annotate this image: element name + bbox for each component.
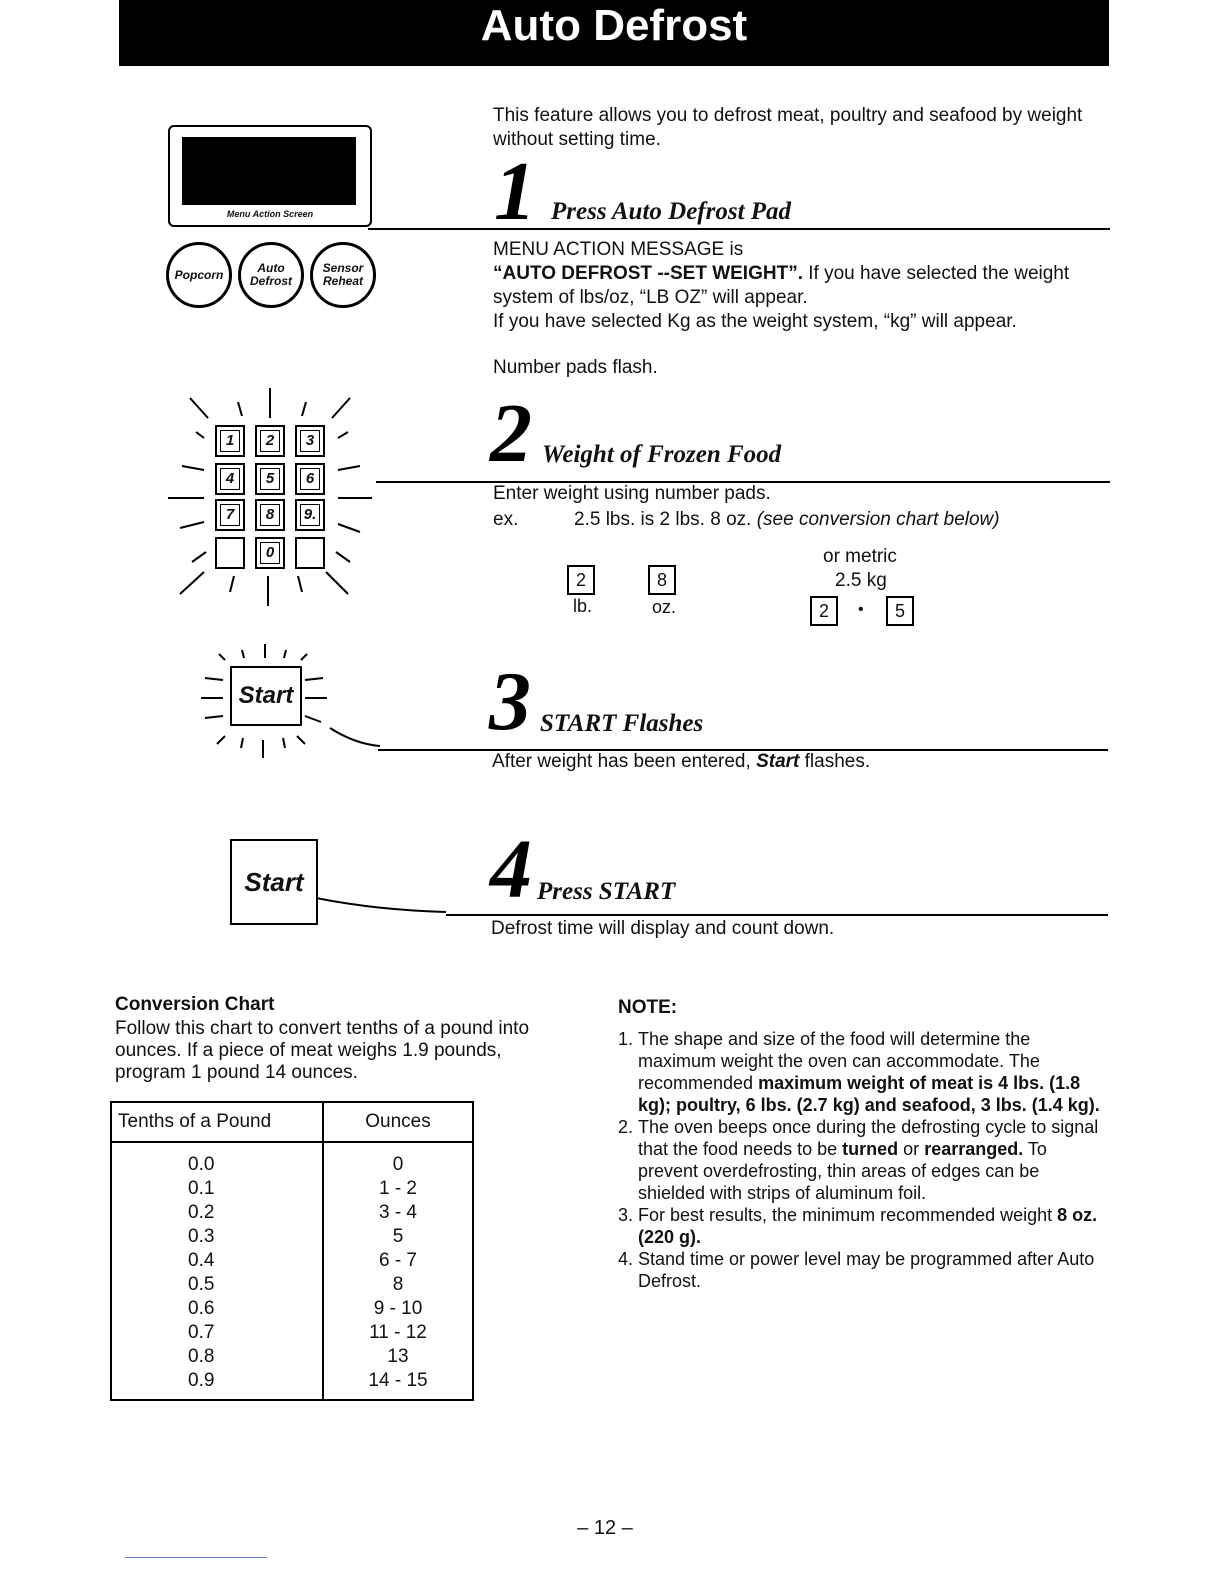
table-row: 0.1 1 - 2 (111, 1177, 473, 1201)
step-1-rule (368, 228, 1110, 230)
popcorn-button[interactable] (166, 242, 232, 308)
sensor-reheat-button[interactable] (310, 242, 376, 308)
table-row: 0.6 9 - 10 (111, 1297, 473, 1321)
table-header-row (111, 1102, 473, 1142)
page-title: Auto Defrost (480, 1, 748, 50)
step-4-number: 4 (490, 823, 532, 916)
step-1-message: “AUTO DEFROST --SET WEIGHT”. If you have selected the weight system of lbs/oz, “LB OZ” will appear. (493, 263, 1070, 308)
pad-kg-dot: • (858, 601, 864, 618)
keypad-3[interactable]: 3 (295, 425, 325, 457)
conversion-table (110, 1101, 474, 1401)
keypad-4[interactable]: 4 (215, 463, 245, 495)
step-4-body: Defrost time will display and count down. (491, 918, 835, 939)
conversion-title: Conversion Chart (115, 994, 275, 1015)
step-3-title: START Flashes (540, 710, 704, 737)
keypad-1[interactable]: 1 (215, 425, 245, 457)
table-row: 0.5 8 (111, 1273, 473, 1297)
keypad-8[interactable]: 8 (255, 499, 285, 531)
keypad-0[interactable]: 0 (255, 537, 285, 569)
keypad-blank-right (295, 537, 325, 569)
sensor-reheat-label: Sensor Reheat (322, 261, 364, 288)
pad-kg-2: 5 (886, 596, 914, 626)
note-item-2: 2. The oven beeps once during the defrosting cycle to signal that the food needs to be turned or rearranged. To prevent overdefrosting, thin areas of edges can be shielded with strips of aluminum foil. (638, 1116, 1106, 1204)
step-2-number: 2 (490, 387, 532, 480)
step-1-title: Press Auto Defrost Pad (551, 198, 792, 225)
step-3-body: After weight has been entered, Start flashes. (492, 751, 871, 772)
metric-value: 2.5 kg (835, 570, 887, 591)
pad-oz: 8 (648, 565, 676, 595)
step-1-body (493, 238, 1108, 380)
table-row: 0.4 6 - 7 (111, 1249, 473, 1273)
keypad-7[interactable]: 7 (215, 499, 245, 531)
intro-text: This feature allows you to defrost meat, poultry and seafood by weight without setting time. (493, 105, 1083, 150)
display-panel (168, 125, 372, 227)
table-row: 0.2 3 - 4 (111, 1201, 473, 1225)
step-1-line4: Number pads flash. (493, 357, 658, 378)
step-3-number: 3 (489, 655, 531, 748)
oz-label: oz. (652, 597, 677, 617)
keypad-6[interactable]: 6 (295, 463, 325, 495)
keypad-9[interactable]: 9. (295, 499, 325, 531)
step-1-line3: If you have selected Kg as the weight system, “kg” will appear. (493, 311, 1017, 332)
display-screen (182, 137, 356, 205)
footer-line (125, 1557, 267, 1558)
keypad-blank-left (215, 537, 245, 569)
keypad-flash-lines (160, 380, 380, 610)
table-row: 0.9 14 - 15 (111, 1369, 473, 1400)
keypad-2[interactable]: 2 (255, 425, 285, 457)
note-item-1: 1. The shape and size of the food will determine the maximum weight the oven can accommodate. The recommended maximum weight of meat is 4 lbs. (1.8 kg); poultry, 6 lbs. (2.7 kg) and seafood, 3 lbs. (1.4 kg). (638, 1028, 1106, 1116)
table-row: 0.0 0 (111, 1142, 473, 1177)
step-2-line1: Enter weight using number pads. (493, 483, 771, 504)
pad-kg-1: 2 (810, 596, 838, 626)
header-tenths: Tenths of a Pound (111, 1102, 323, 1142)
auto-defrost-label: Auto Defrost (249, 261, 292, 288)
start-label: Start (238, 682, 294, 709)
step-2-example: 2.5 lbs. is 2 lbs. 8 oz. (see conversion chart below) (574, 509, 1000, 530)
start-button[interactable] (230, 839, 318, 925)
pad-lb: 2 (567, 565, 595, 595)
metric-label: or metric (823, 546, 897, 567)
table-row: 0.7 11 - 12 (111, 1321, 473, 1345)
note-item-3: 3. For best results, the minimum recommended weight 8 oz. (220 g). (638, 1204, 1106, 1248)
table-row: 0.3 5 (111, 1225, 473, 1249)
start-label-2: Start (244, 867, 304, 897)
table-row: 0.8 13 (111, 1345, 473, 1369)
start-button-flashing[interactable] (230, 666, 302, 726)
note-list (616, 1028, 1106, 1292)
start-pointer-line (316, 890, 456, 920)
lb-label: lb. (573, 596, 593, 616)
note-title: NOTE: (618, 997, 678, 1018)
note-item-4: 4. Stand time or power level may be programmed after Auto Defrost. (638, 1248, 1106, 1292)
auto-defrost-button[interactable] (238, 242, 304, 308)
keypad-5[interactable]: 5 (255, 463, 285, 495)
screen-label: Menu Action Screen (226, 209, 314, 219)
step-4-rule (446, 914, 1108, 916)
conversion-text: Follow this chart to convert tenths of a pound into ounces. If a piece of meat weighs 1.9 pounds, program 1 pound 14 ounces. (115, 1018, 530, 1083)
page-header (119, 0, 1109, 66)
step-1-number: 1 (494, 145, 536, 238)
page-number: – 12 – (577, 1517, 633, 1539)
step-2-title: Weight of Frozen Food (542, 441, 782, 468)
step-2-example-label: ex. (493, 509, 519, 530)
step-4-title: Press START (537, 878, 676, 905)
header-ounces: Ounces (323, 1102, 473, 1142)
step-1-line1: MENU ACTION MESSAGE is (493, 239, 744, 260)
popcorn-label: Popcorn (174, 267, 224, 282)
